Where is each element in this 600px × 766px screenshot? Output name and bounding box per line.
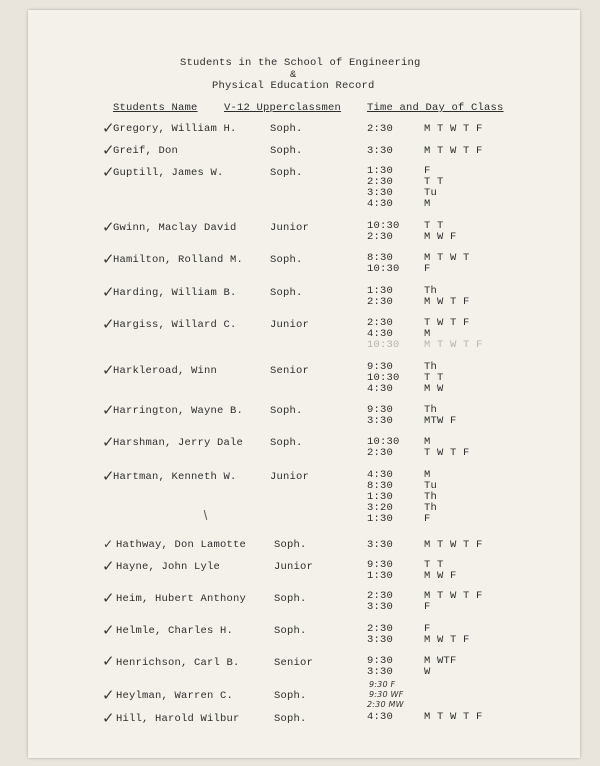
session-time: 9:30 bbox=[367, 404, 394, 416]
header-time: Time and Day of Class bbox=[367, 102, 504, 114]
header-name: Students Name bbox=[113, 102, 198, 114]
check-mark-icon: ✓ bbox=[102, 315, 115, 333]
student-class: Soph. bbox=[270, 145, 303, 157]
header-class: V-12 Upperclassmen bbox=[224, 102, 342, 114]
session-days: M bbox=[424, 328, 431, 340]
session-days: M W F bbox=[424, 231, 457, 243]
session-days: M bbox=[424, 436, 431, 448]
check-mark-icon: ✓ bbox=[102, 467, 115, 485]
session-days: T T bbox=[424, 176, 444, 188]
session-time: 2:30 bbox=[367, 447, 394, 459]
check-mark-icon: ✓ bbox=[102, 621, 115, 639]
session-time: 3:20 bbox=[367, 502, 394, 514]
session-time: 2:30 bbox=[367, 590, 394, 602]
session-days: M W T F bbox=[424, 634, 470, 646]
student-class: Soph. bbox=[270, 254, 303, 266]
student-class: Soph. bbox=[274, 690, 307, 702]
student-class: Senior bbox=[270, 365, 310, 377]
session-time: 10:30 bbox=[367, 436, 400, 448]
check-mark-icon: ✓ bbox=[102, 163, 115, 181]
session-time: 8:30 bbox=[367, 252, 394, 264]
session-time: 9:30 bbox=[367, 559, 394, 571]
check-mark-icon: ✓ bbox=[102, 218, 115, 236]
student-class: Junior bbox=[270, 222, 310, 234]
session-time: 3:30 bbox=[367, 187, 394, 199]
session-time: 2:30 bbox=[367, 176, 394, 188]
session-time: 10:30 bbox=[367, 372, 400, 384]
student-class: Soph. bbox=[274, 593, 307, 605]
student-name: Hayne, John Lyle bbox=[116, 561, 221, 573]
session-days: F bbox=[424, 623, 431, 635]
session-time: 1:30 bbox=[367, 570, 394, 582]
session-time: 1:30 bbox=[367, 491, 394, 503]
session-days: Th bbox=[424, 285, 438, 297]
session-days: T T bbox=[424, 372, 444, 384]
student-class: Soph. bbox=[270, 167, 303, 179]
title-line-2: & bbox=[290, 69, 297, 81]
session-days: T T bbox=[424, 559, 444, 571]
session-days: M bbox=[424, 469, 431, 481]
session-time: 10:30 bbox=[367, 220, 400, 232]
session-days: M T W T bbox=[424, 252, 470, 264]
student-class: Soph. bbox=[270, 287, 303, 299]
session-time: 3:30 bbox=[367, 145, 394, 157]
student-class: Soph. bbox=[270, 405, 303, 417]
session-days: Tu bbox=[424, 480, 438, 492]
student-class: Junior bbox=[274, 561, 314, 573]
student-name: Henrichson, Carl B. bbox=[116, 657, 240, 669]
session-days: T W T F bbox=[424, 447, 470, 459]
student-name: Hathway, Don Lamotte bbox=[116, 539, 247, 551]
session-time: 3:30 bbox=[367, 666, 394, 678]
check-mark-icon: ✓ bbox=[102, 652, 115, 670]
student-name: Harshman, Jerry Dale bbox=[113, 437, 244, 449]
student-name: Harding, William B. bbox=[113, 287, 237, 299]
session-days: M bbox=[424, 198, 431, 210]
check-mark-icon: ✓ bbox=[102, 119, 115, 137]
title-line-3: Physical Education Record bbox=[212, 80, 375, 92]
session-days: F bbox=[424, 513, 431, 525]
session-days: Th bbox=[424, 502, 438, 514]
student-class: Senior bbox=[274, 657, 314, 669]
check-mark-icon: ✓ bbox=[102, 283, 115, 301]
session-time: 1:30 bbox=[367, 285, 394, 297]
session-time: 3:30 bbox=[367, 415, 394, 427]
session-days: T W T F bbox=[424, 317, 470, 329]
student-name: Heylman, Warren C. bbox=[116, 690, 234, 702]
student-class: Soph. bbox=[274, 713, 307, 725]
check-mark-icon: ✓ bbox=[103, 537, 114, 551]
session-days-faint: M T W T F bbox=[424, 339, 483, 351]
check-mark-icon: ✓ bbox=[102, 589, 115, 607]
session-days: Th bbox=[424, 404, 438, 416]
session-days: F bbox=[424, 601, 431, 613]
check-mark-icon: ✓ bbox=[102, 250, 115, 268]
student-name: Gregory, William H. bbox=[113, 123, 237, 135]
check-mark-icon: ✓ bbox=[102, 141, 115, 159]
session-days: M WTF bbox=[424, 655, 457, 667]
session-time: 4:30 bbox=[367, 711, 394, 723]
student-name: Greif, Don bbox=[113, 145, 179, 157]
session-time: 4:30 bbox=[367, 469, 394, 481]
session-time: 9:30 bbox=[367, 361, 394, 373]
handwritten-time: 9:30 WF bbox=[369, 690, 404, 699]
session-days: M T W T F bbox=[424, 539, 483, 551]
session-days: W bbox=[424, 666, 431, 678]
student-name: Guptill, James W. bbox=[113, 167, 224, 179]
handwritten-time: 9:30 F bbox=[369, 680, 396, 689]
student-name: Hartman, Kenneth W. bbox=[113, 471, 237, 483]
session-time: 3:30 bbox=[367, 601, 394, 613]
session-time: 2:30 bbox=[367, 123, 394, 135]
session-time: 1:30 bbox=[367, 513, 394, 525]
check-mark-icon: ✓ bbox=[102, 433, 115, 451]
session-days: M T W T F bbox=[424, 711, 483, 723]
title-line-1: Students in the School of Engineering bbox=[180, 57, 421, 69]
student-name: Heim, Hubert Anthony bbox=[116, 593, 247, 605]
session-time: 4:30 bbox=[367, 383, 394, 395]
check-mark-icon: ✓ bbox=[102, 361, 115, 379]
session-time: 1:30 bbox=[367, 165, 394, 177]
session-days: M T W T F bbox=[424, 145, 483, 157]
session-time: 4:30 bbox=[367, 198, 394, 210]
check-mark-icon: ✓ bbox=[102, 686, 115, 704]
stray-pen-mark bbox=[204, 510, 208, 520]
student-class: Junior bbox=[270, 471, 310, 483]
session-days: Tu bbox=[424, 187, 438, 199]
student-name: Hamilton, Rolland M. bbox=[113, 254, 244, 266]
session-time: 3:30 bbox=[367, 539, 394, 551]
session-time: 2:30 bbox=[367, 623, 394, 635]
session-days: M W F bbox=[424, 570, 457, 582]
handwritten-time: 2:30 MW bbox=[367, 700, 404, 709]
session-days: M W T F bbox=[424, 296, 470, 308]
student-class: Soph. bbox=[270, 123, 303, 135]
session-days: Th bbox=[424, 491, 438, 503]
session-days: M T W T F bbox=[424, 123, 483, 135]
session-days: M W bbox=[424, 383, 444, 395]
session-days: F bbox=[424, 263, 431, 275]
student-name: Harrington, Wayne B. bbox=[113, 405, 244, 417]
check-mark-icon: ✓ bbox=[102, 401, 115, 419]
student-name: Gwinn, Maclay David bbox=[113, 222, 237, 234]
session-time: 2:30 bbox=[367, 296, 394, 308]
student-class: Junior bbox=[270, 319, 310, 331]
session-time-faint: 10:30 bbox=[367, 339, 400, 351]
session-days: M T W T F bbox=[424, 590, 483, 602]
student-class: Soph. bbox=[270, 437, 303, 449]
student-name: Hill, Harold Wilbur bbox=[116, 713, 240, 725]
check-mark-icon: ✓ bbox=[102, 557, 115, 575]
session-time: 3:30 bbox=[367, 634, 394, 646]
session-time: 4:30 bbox=[367, 328, 394, 340]
session-time: 10:30 bbox=[367, 263, 400, 275]
session-days: MTW F bbox=[424, 415, 457, 427]
student-name: Helmle, Charles H. bbox=[116, 625, 234, 637]
session-time: 8:30 bbox=[367, 480, 394, 492]
check-mark-icon: ✓ bbox=[102, 709, 115, 727]
session-time: 2:30 bbox=[367, 231, 394, 243]
session-days: Th bbox=[424, 361, 438, 373]
session-days: T T bbox=[424, 220, 444, 232]
student-name: Hargiss, Willard C. bbox=[113, 319, 237, 331]
student-name: Harkleroad, Winn bbox=[113, 365, 218, 377]
student-class: Soph. bbox=[274, 625, 307, 637]
session-time: 9:30 bbox=[367, 655, 394, 667]
session-days: F bbox=[424, 165, 431, 177]
session-time: 2:30 bbox=[367, 317, 394, 329]
student-class: Soph. bbox=[274, 539, 307, 551]
